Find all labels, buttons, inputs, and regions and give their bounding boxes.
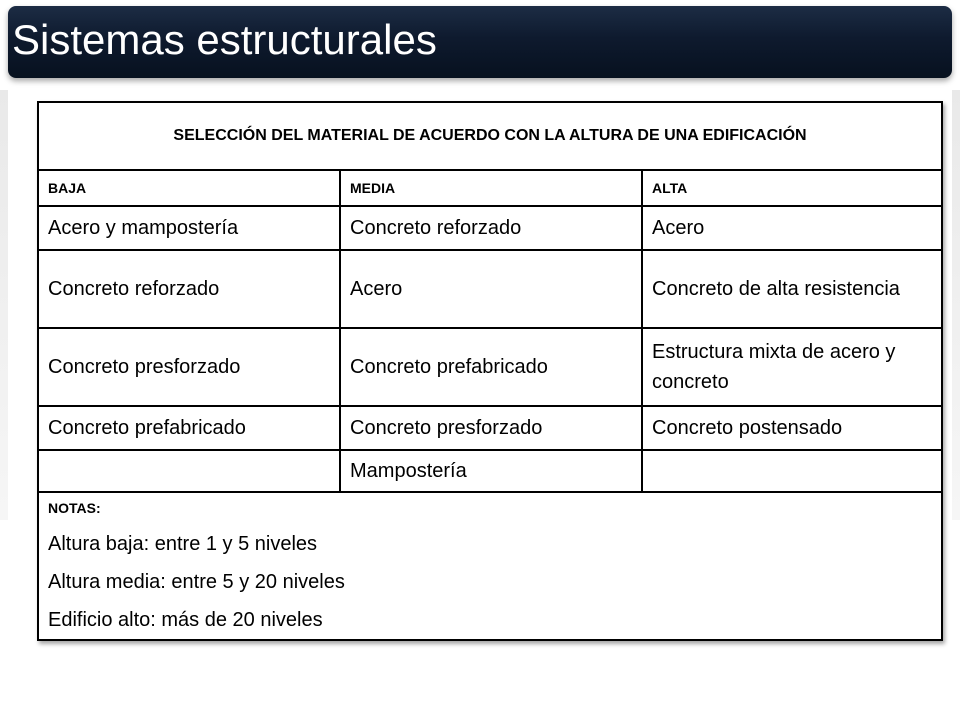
table-cell: Concreto postensado <box>642 406 942 450</box>
table-cell-empty <box>38 450 340 492</box>
table-cell-empty <box>642 450 942 492</box>
slide-title: Sistemas estructurales <box>12 16 437 63</box>
table-cell: Acero <box>340 250 642 328</box>
table-cell: Concreto presforzado <box>38 328 340 406</box>
left-edge-shade <box>0 90 8 520</box>
column-header-row <box>38 170 942 206</box>
table-header: SELECCIÓN DEL MATERIAL DE ACUERDO CON LA ALTURA DE UNA EDIFICACIÓN <box>38 102 942 170</box>
note-low-height: Altura baja: entre 1 y 5 niveles <box>48 533 318 555</box>
table-cell: Concreto reforzado <box>38 250 340 328</box>
table-row <box>38 406 942 450</box>
table-cell: Concreto prefabricado <box>340 328 642 406</box>
table-cell: Estructura mixta de acero y concreto <box>642 328 942 406</box>
table-row <box>38 250 942 328</box>
note-medium-height: Altura media: entre 5 y 20 niveles <box>48 571 345 593</box>
notes-cell <box>38 492 942 640</box>
table-row <box>38 450 942 492</box>
table-cell: Acero y mampostería <box>38 206 340 250</box>
table-cell: Concreto de alta resistencia <box>642 250 942 328</box>
table-cell: Mampostería <box>340 450 642 492</box>
notes-label: NOTAS: <box>48 500 101 516</box>
notes-row <box>38 492 942 640</box>
material-selection-table <box>37 101 943 641</box>
table-cell: Concreto presforzado <box>340 406 642 450</box>
title-bar <box>8 6 952 78</box>
column-header-alta: ALTA <box>642 170 942 206</box>
table-header-row <box>38 102 942 170</box>
table-row <box>38 328 942 406</box>
column-header-baja: BAJA <box>38 170 340 206</box>
table-cell: Concreto reforzado <box>340 206 642 250</box>
right-edge-shade <box>952 90 960 520</box>
column-header-media: MEDIA <box>340 170 642 206</box>
table-cell: Concreto prefabricado <box>38 406 340 450</box>
note-tall-building: Edificio alto: más de 20 niveles <box>48 609 323 631</box>
table-row <box>38 206 942 250</box>
table-cell: Acero <box>642 206 942 250</box>
